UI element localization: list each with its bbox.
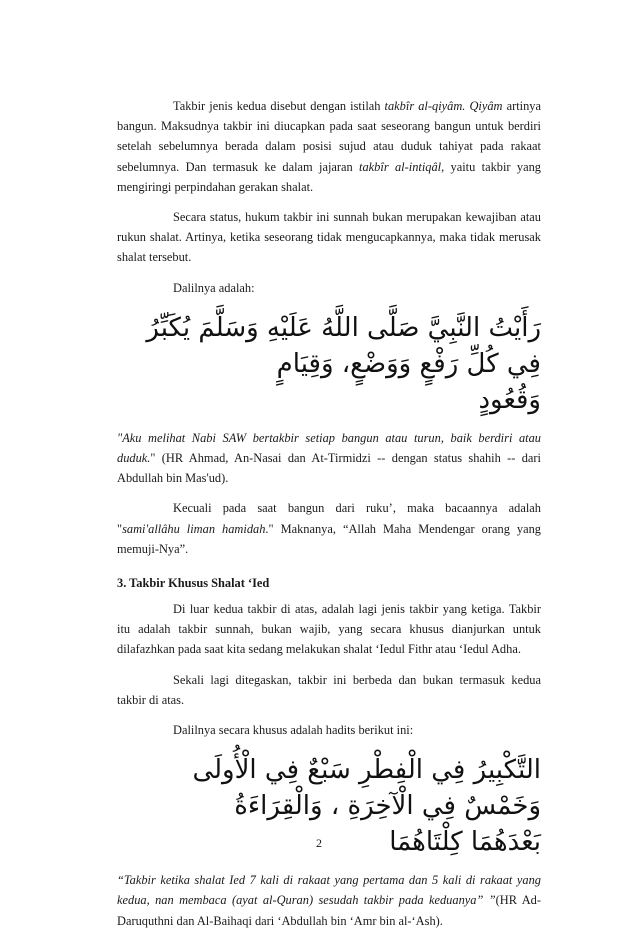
paragraph-ruku xyxy=(117,498,541,559)
section-heading: 3. Takbir Khusus Shalat ‘Ied xyxy=(117,576,270,591)
text-segment: Takbir jenis kedua disebut dengan istilah xyxy=(173,99,385,113)
page-number: 2 xyxy=(316,836,322,850)
document-body xyxy=(117,96,541,931)
paragraph-quote-2 xyxy=(117,870,541,931)
paragraph-emphasis: Sekali lagi ditegaskan, takbir ini berbeda dan bukan termasuk kedua takbir di atas. xyxy=(117,672,541,707)
quote-translation: “Takbir ketika shalat Ied 7 kali di rakaat yang pertama dan 5 kali di rakaat yang kedua, nan membaca (ayat al-Quran) sesudah takbir pada keduanya” ” xyxy=(117,873,541,908)
term-takbir-intiqal: takbîr al-intiqâl xyxy=(359,159,442,174)
arabic-line: بَعْدَهُمَا كِلْتَاهُمَا xyxy=(389,827,541,858)
text-segment: , yaitu takbir yang mengiringi perpindahan gerakan shalat. xyxy=(117,159,541,194)
paragraph-quote-1 xyxy=(117,428,541,489)
text-segment: artinya bangun. Maksudnya takbir ini diucapkan pada saat seseorang bangun untuk berdiri setelah sebelumnya berada dalam posisi sujud atau duduk tahiyat pada rakaat sebelumnya. Dan termasuk ke dalam jajaran xyxy=(117,99,541,174)
text-segment: ." Maknanya, “Allah Maha Mendengar orang yang memuji-Nya”. xyxy=(117,521,541,556)
quote-source: " (HR Ahmad, An-Nasai dan At-Tirmidzi -- dengan status shahih -- dari Abdullah bin Mas'ud). xyxy=(117,451,541,486)
paragraph-status: Secara status, hukum takbir ini sunnah bukan merupakan kewajiban atau rukun shalat. Artinya, ketika seseorang tidak mengucapkannya, maka tidak merusak shalat tersebut. xyxy=(117,210,541,265)
paragraph-takbir-ied: Di luar kedua takbir di atas, adalah lagi jenis takbir yang ketiga. Takbir itu adalah takbir sunnah, bukan wajib, yang secara khusus dianjurkan untuk dilafazhkan pada saat kita sedang melakukan shalat ‘Iedul Fithr atau ‘Iedul Adha. xyxy=(117,602,541,657)
quote-translation: "Aku melihat Nabi SAW bertakbir setiap bangun atau turun, baik berdiri atau duduk. xyxy=(117,430,541,466)
quote-source: (HR Ad-Daruquthni dan Al-Baihaqi dari ‘Abdullah bin ‘Amr bin al-‘Ash). xyxy=(117,893,541,928)
term-samiallahu: sami'allâhu liman hamidah xyxy=(122,521,266,536)
term-takbir-qiyam: takbîr al-qiyâm. Qiyâm xyxy=(384,99,503,113)
paragraph-dalil-intro: Dalilnya adalah: xyxy=(173,280,255,295)
arabic-line: وَقُعُودٍ xyxy=(478,384,541,415)
arabic-hadith-1 xyxy=(117,310,541,418)
paragraph-dalil-khusus: Dalilnya secara khusus adalah hadits berikut ini: xyxy=(173,723,414,738)
arabic-line: رَأَيْتُ النَّبِيَّ صَلَّى اللَّهُ عَلَيْهِ وَسَلَّمَ يُكَبِّرُ فِي كُلِّ رَفْعٍ وَوَضْعٍ، وَقِيَامٍ xyxy=(146,312,541,379)
arabic-line: التَّكْبِيرُ فِي الْفِطْرِ سَبْعٌ فِي الْأُولَى وَخَمْسٌ فِي الْآخِرَةِ ، وَالْقِرَاءَةُ xyxy=(192,755,541,822)
paragraph-takbir-qiyam xyxy=(117,96,541,197)
text-segment: Kecuali pada saat bangun dari ruku’, maka bacaannya adalah " xyxy=(117,501,541,536)
